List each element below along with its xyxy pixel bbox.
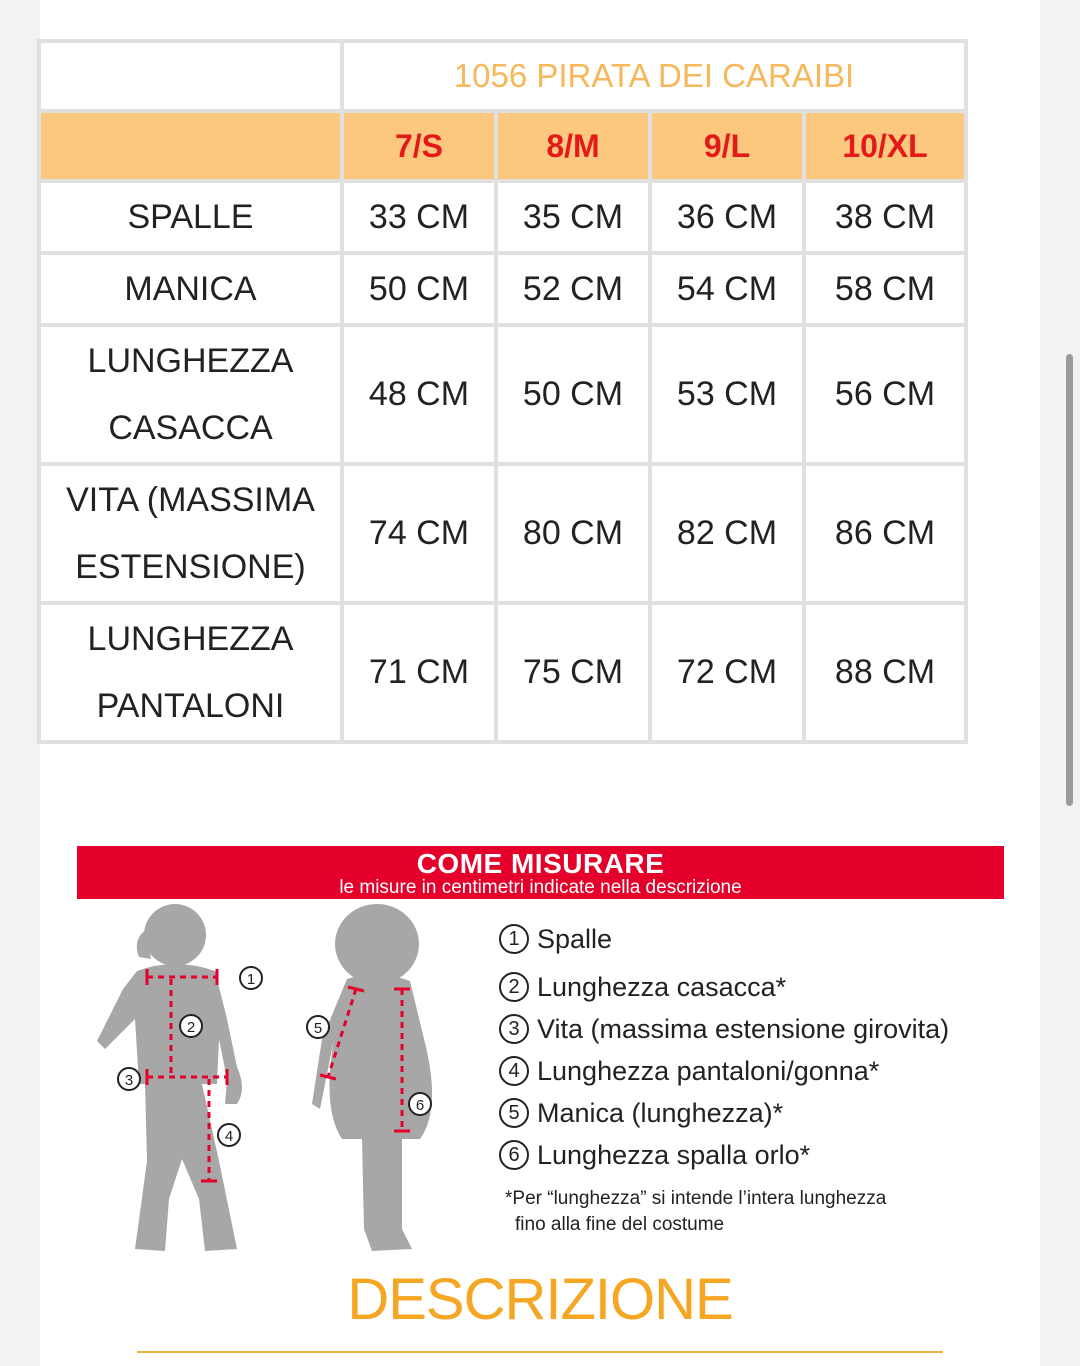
size-header-row xyxy=(41,113,964,179)
table-cell: 48 CM xyxy=(344,327,494,462)
boy-figure-illustration xyxy=(87,899,277,1259)
note-line: *Per “lunghezza” si intende l’intera lunghezza xyxy=(505,1188,887,1209)
svg-text:2: 2 xyxy=(186,1019,196,1036)
table-cell: 82 CM xyxy=(652,466,802,601)
size-header: 8/M xyxy=(498,113,648,179)
legend-item xyxy=(499,1008,1009,1050)
table-cell: 80 CM xyxy=(498,466,648,601)
legend-item xyxy=(499,966,1009,1008)
legend-item xyxy=(499,1050,1009,1092)
row-label xyxy=(41,255,340,323)
row-label xyxy=(41,183,340,251)
table-cell: 56 CM xyxy=(806,327,964,462)
header-blank xyxy=(41,113,340,179)
table-row xyxy=(41,255,964,323)
row-label-line: LUNGHEZZA xyxy=(87,619,294,658)
table-cell: 33 CM xyxy=(344,183,494,251)
legend-label: Lunghezza casacca* xyxy=(537,971,787,1002)
svg-text:5: 5 xyxy=(313,1020,323,1037)
note-line: fino alla fine del costume xyxy=(515,1214,725,1235)
legend-label: Vita (massima estensione girovita) xyxy=(537,1013,950,1044)
row-label-line: ESTENSIONE) xyxy=(75,547,306,586)
guide-title: COME MISURARE xyxy=(416,848,665,879)
legend-label: Spalle xyxy=(537,923,613,954)
size-header: 9/L xyxy=(652,113,802,179)
table-row xyxy=(41,605,964,740)
svg-text:4: 4 xyxy=(224,1128,234,1145)
table-cell: 50 CM xyxy=(344,255,494,323)
scrollbar-thumb[interactable] xyxy=(1066,354,1073,806)
svg-text:6: 6 xyxy=(415,1097,425,1114)
row-label-line: MANICA xyxy=(124,269,257,308)
table-row xyxy=(41,183,964,251)
table-row xyxy=(41,327,964,462)
legend-item xyxy=(499,1092,1009,1134)
table-cell: 86 CM xyxy=(806,466,964,601)
row-label xyxy=(41,466,340,601)
table-cell: 75 CM xyxy=(498,605,648,740)
size-header: 10/XL xyxy=(806,113,964,179)
size-header: 7/S xyxy=(344,113,494,179)
number-badge: 2 xyxy=(499,972,529,1002)
length-note xyxy=(505,1186,886,1238)
guide-banner xyxy=(77,846,1004,899)
size-table xyxy=(37,39,968,744)
girl-figure-illustration xyxy=(302,899,462,1259)
number-badge: 6 xyxy=(499,1140,529,1170)
table-cell: 53 CM xyxy=(652,327,802,462)
table-cell: 38 CM xyxy=(806,183,964,251)
legend-label: Lunghezza pantaloni/gonna* xyxy=(537,1055,880,1086)
table-cell: 52 CM xyxy=(498,255,648,323)
svg-text:3: 3 xyxy=(124,1072,134,1089)
table-cell: 71 CM xyxy=(344,605,494,740)
table-row xyxy=(41,466,964,601)
row-label-line: VITA (MASSIMA xyxy=(66,480,315,519)
table-cell: 54 CM xyxy=(652,255,802,323)
measuring-guide xyxy=(77,846,1004,1246)
table-cell: 35 CM xyxy=(498,183,648,251)
measurement-legend xyxy=(499,918,1009,1176)
table-cell: 74 CM xyxy=(344,466,494,601)
table-cell: 88 CM xyxy=(806,605,964,740)
title-row xyxy=(41,43,964,109)
guide-subtitle: le misure in centimetri indicate nella descrizione xyxy=(339,877,742,898)
legend-item xyxy=(499,1134,1009,1176)
section-title: DESCRIZIONE xyxy=(347,1267,733,1332)
legend-item xyxy=(499,918,1009,960)
row-label xyxy=(41,327,340,462)
section-divider xyxy=(137,1351,943,1353)
chart-title: 1056 PIRATA DEI CARAIBI xyxy=(344,43,964,109)
row-label-line: SPALLE xyxy=(127,197,254,236)
table-cell: 72 CM xyxy=(652,605,802,740)
blank-corner xyxy=(41,43,340,109)
row-label-line: PANTALONI xyxy=(96,686,285,725)
table-cell: 36 CM xyxy=(652,183,802,251)
table-cell: 58 CM xyxy=(806,255,964,323)
svg-text:1: 1 xyxy=(246,971,256,988)
number-badge: 4 xyxy=(499,1056,529,1086)
number-badge: 1 xyxy=(499,924,529,954)
number-badge: 3 xyxy=(499,1014,529,1044)
number-badge: 5 xyxy=(499,1098,529,1128)
row-label xyxy=(41,605,340,740)
legend-label: Manica (lunghezza)* xyxy=(537,1097,784,1128)
table-cell: 50 CM xyxy=(498,327,648,462)
row-label-line: LUNGHEZZA xyxy=(87,341,294,380)
legend-label: Lunghezza spalla orlo* xyxy=(537,1139,811,1170)
row-label-line: CASACCA xyxy=(108,408,273,447)
